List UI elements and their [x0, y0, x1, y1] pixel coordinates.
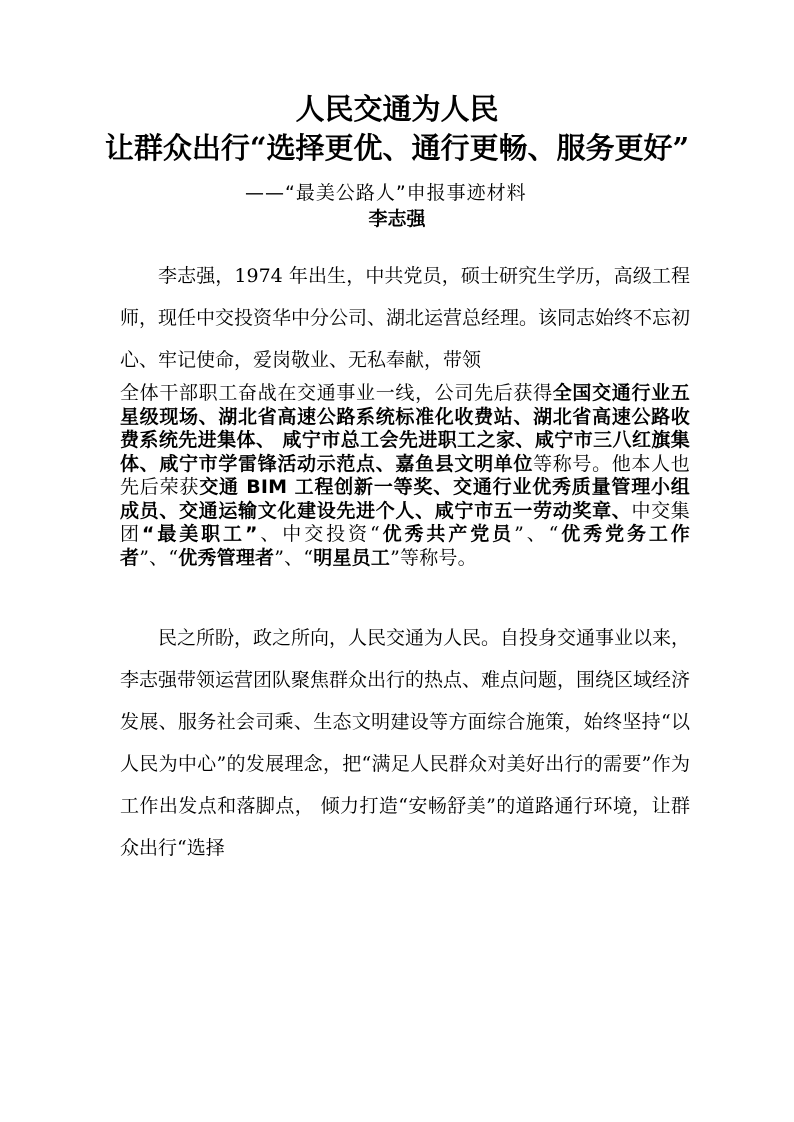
document-subtitle: ——“最美公路人”申报事迹材料: [245, 182, 527, 204]
honors-text: 等称号。他本人也先后荣获: [120, 452, 690, 498]
honors-text: ”等称号。: [390, 546, 477, 569]
paragraph-intro: 李志强，1974 年出生，中共党员，硕士研究生学历，高级工程师，现任中交投资华中分公司、湖北运营总经理。该同志始终不忘初心、牢记使命，爱岗敬业、无私奉献，带领: [120, 265, 691, 371]
personal-honor: “最美职工”: [141, 523, 258, 545]
paragraph-mission: 民之所盼，政之所向，人民交通为人民。自投身交通事业以来，李志强带领运营团队聚焦群众出行的热点、难点问题，围绕区域经济发展、服务社会司乘、生态文明建设等方面综合施策，始终坚持“以人民为中心”的发展理念，把“满足人民群众对美好出行的需要”作为工作出发点和落脚点， 倾力打造“安畅舒美”的道路通行环境，让群众出行“选择: [120, 627, 691, 859]
honors-text: 全体干部职工奋战在交通事业一线，公司先后获得: [120, 382, 553, 404]
personal-honors: 交通 BIM 工程创新一等奖、交通行业优秀质量管理小组成员、交通运输文化建设先进个人、咸宁市五一劳动奖章、: [120, 476, 690, 522]
company-honors: 全国交通行业五星级现场、湖北省高速公路系统标准化收费站、湖北省高速公路收费系统先进集体、 咸宁市总工会先进职工之家、咸宁市三八红旗集体、咸宁市学雷锋活动示范点、嘉鱼县文明单位: [120, 382, 690, 475]
honors-text: ”、“: [514, 523, 559, 545]
document-title-line-1: 人民交通为人民: [295, 92, 499, 126]
honors-text: 、中交投资“: [257, 523, 380, 545]
honors-text: ”、“: [139, 546, 179, 569]
personal-honor: 优秀管理者: [178, 546, 275, 569]
personal-honor: 优秀党务工作者: [120, 523, 691, 569]
paragraph-honors: [120, 382, 690, 570]
personal-honor: 明星员工: [313, 546, 391, 569]
document-title-line-2: 让群众出行“选择更优、通行更畅、服务更好”: [104, 131, 690, 165]
personal-honor: 优秀共产党员: [379, 523, 515, 545]
honors-text: 中交集团: [120, 499, 690, 545]
author-name: 李志强: [368, 208, 426, 230]
honors-text: ”、“: [274, 546, 314, 569]
